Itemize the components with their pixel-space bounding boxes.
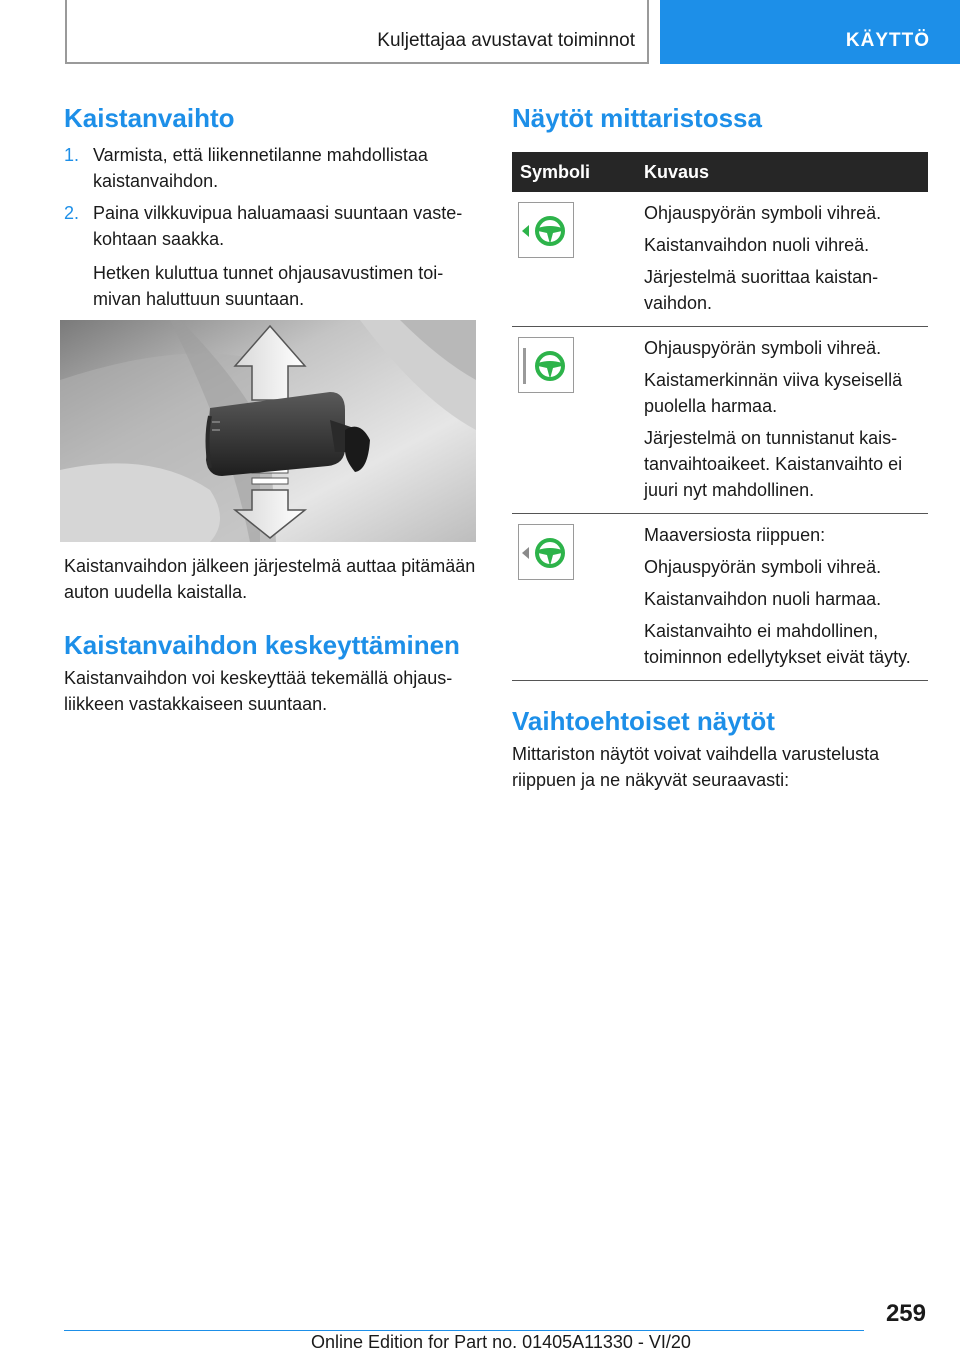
step-item bbox=[64, 142, 476, 194]
page-number: 259 bbox=[885, 1300, 926, 1327]
after-lane-change-text: Kaistanvaihdon jälkeen järjestelmä auttaa pitämään auton uudella kaistalla. bbox=[64, 556, 476, 602]
section-tab[interactable] bbox=[660, 0, 960, 64]
turn-signal-lever-image bbox=[60, 320, 476, 542]
description-line: Kaistanvaihdon nuoli harmaa. bbox=[644, 589, 882, 609]
steering-wheel-lane-line-icon bbox=[518, 337, 574, 393]
section-heading-lane-change: Kaistanvaihto bbox=[64, 103, 235, 133]
left-column-lower bbox=[64, 553, 476, 717]
section-heading-cancel-lane-change: Kaistanvaihdon keskeyttäminen bbox=[64, 630, 460, 660]
column-header-symbol: Symboli bbox=[512, 152, 636, 192]
step-text: Varmista, että liikennetilanne mahdollistaa kaistanvaihdon. bbox=[93, 145, 428, 191]
description-line: Kaistanvaihdon nuoli vihreä. bbox=[644, 235, 870, 255]
description-line: Ohjauspyörän symboli vihreä. bbox=[644, 338, 882, 358]
table-row bbox=[512, 327, 928, 514]
description-cell bbox=[636, 192, 928, 327]
footer-edition: Online Edition for Part no. 01405A11330 - VI/20 bbox=[311, 1332, 691, 1352]
description-line: Ohjauspyörän symboli vihreä. bbox=[644, 203, 882, 223]
turn-signal-lever-illustration bbox=[60, 320, 476, 542]
steering-wheel-gray-arrow-icon bbox=[518, 524, 574, 580]
steering-wheel-arrow-icon bbox=[518, 202, 574, 258]
step-number: 2. bbox=[64, 203, 80, 223]
table-row bbox=[512, 514, 928, 681]
footer-divider bbox=[64, 1330, 864, 1331]
step-number: 1. bbox=[64, 145, 80, 165]
symbol-cell bbox=[512, 192, 636, 327]
step-note: Hetken kuluttua tunnet ohjausavustimen toimivan haluttuun suuntaan. bbox=[93, 263, 444, 309]
column-header-description: Kuvaus bbox=[636, 152, 928, 192]
right-column bbox=[512, 100, 928, 793]
table-header-row bbox=[512, 152, 928, 192]
description-line: Järjestelmä on tunnistanut kaistanvaihtoaikeet. Kaistanvaihto ei juuri nyt mahdollinen. bbox=[644, 428, 903, 500]
table-row bbox=[512, 192, 928, 327]
left-column bbox=[64, 100, 476, 312]
description-line: Maaversiosta riippuen: bbox=[644, 525, 826, 545]
section-heading-displays: Näytöt mittaristossa bbox=[512, 103, 762, 133]
description-line: Järjestelmä suorittaa kaistanvaihdon. bbox=[644, 267, 879, 313]
description-cell bbox=[636, 327, 928, 514]
symbol-table bbox=[512, 152, 928, 681]
step-text: Paina vilkkuvipua haluamaasi suuntaan vastekohtaan saakka. bbox=[93, 203, 463, 249]
section-heading-alternative-displays: Vaihtoehtoiset näytöt bbox=[512, 706, 775, 736]
symbol-cell bbox=[512, 327, 636, 514]
symbol-cell bbox=[512, 514, 636, 681]
description-line: Kaistamerkinnän viiva kyseisellä puolella harmaa. bbox=[644, 370, 903, 416]
header-title-box bbox=[65, 0, 649, 64]
chapter-title: Kuljettajaa avustavat toiminnot bbox=[377, 30, 635, 51]
section-tab-label: KÄYTTÖ bbox=[845, 30, 930, 51]
description-line: Ohjauspyörän symboli vihreä. bbox=[644, 557, 882, 577]
cancel-lane-change-text: Kaistanvaihdon voi keskeyttää tekemällä ohjausliikkeen vastakkaiseen suuntaan. bbox=[64, 668, 453, 714]
alternative-displays-text: Mittariston näytöt voivat vaihdella varustelusta riippuen ja ne näkyvät seuraavasti: bbox=[512, 744, 880, 790]
description-cell bbox=[636, 514, 928, 681]
description-line: Kaistanvaihto ei mahdollinen, toiminnon edellytykset eivät täyty. bbox=[644, 621, 911, 667]
step-item bbox=[64, 200, 476, 252]
